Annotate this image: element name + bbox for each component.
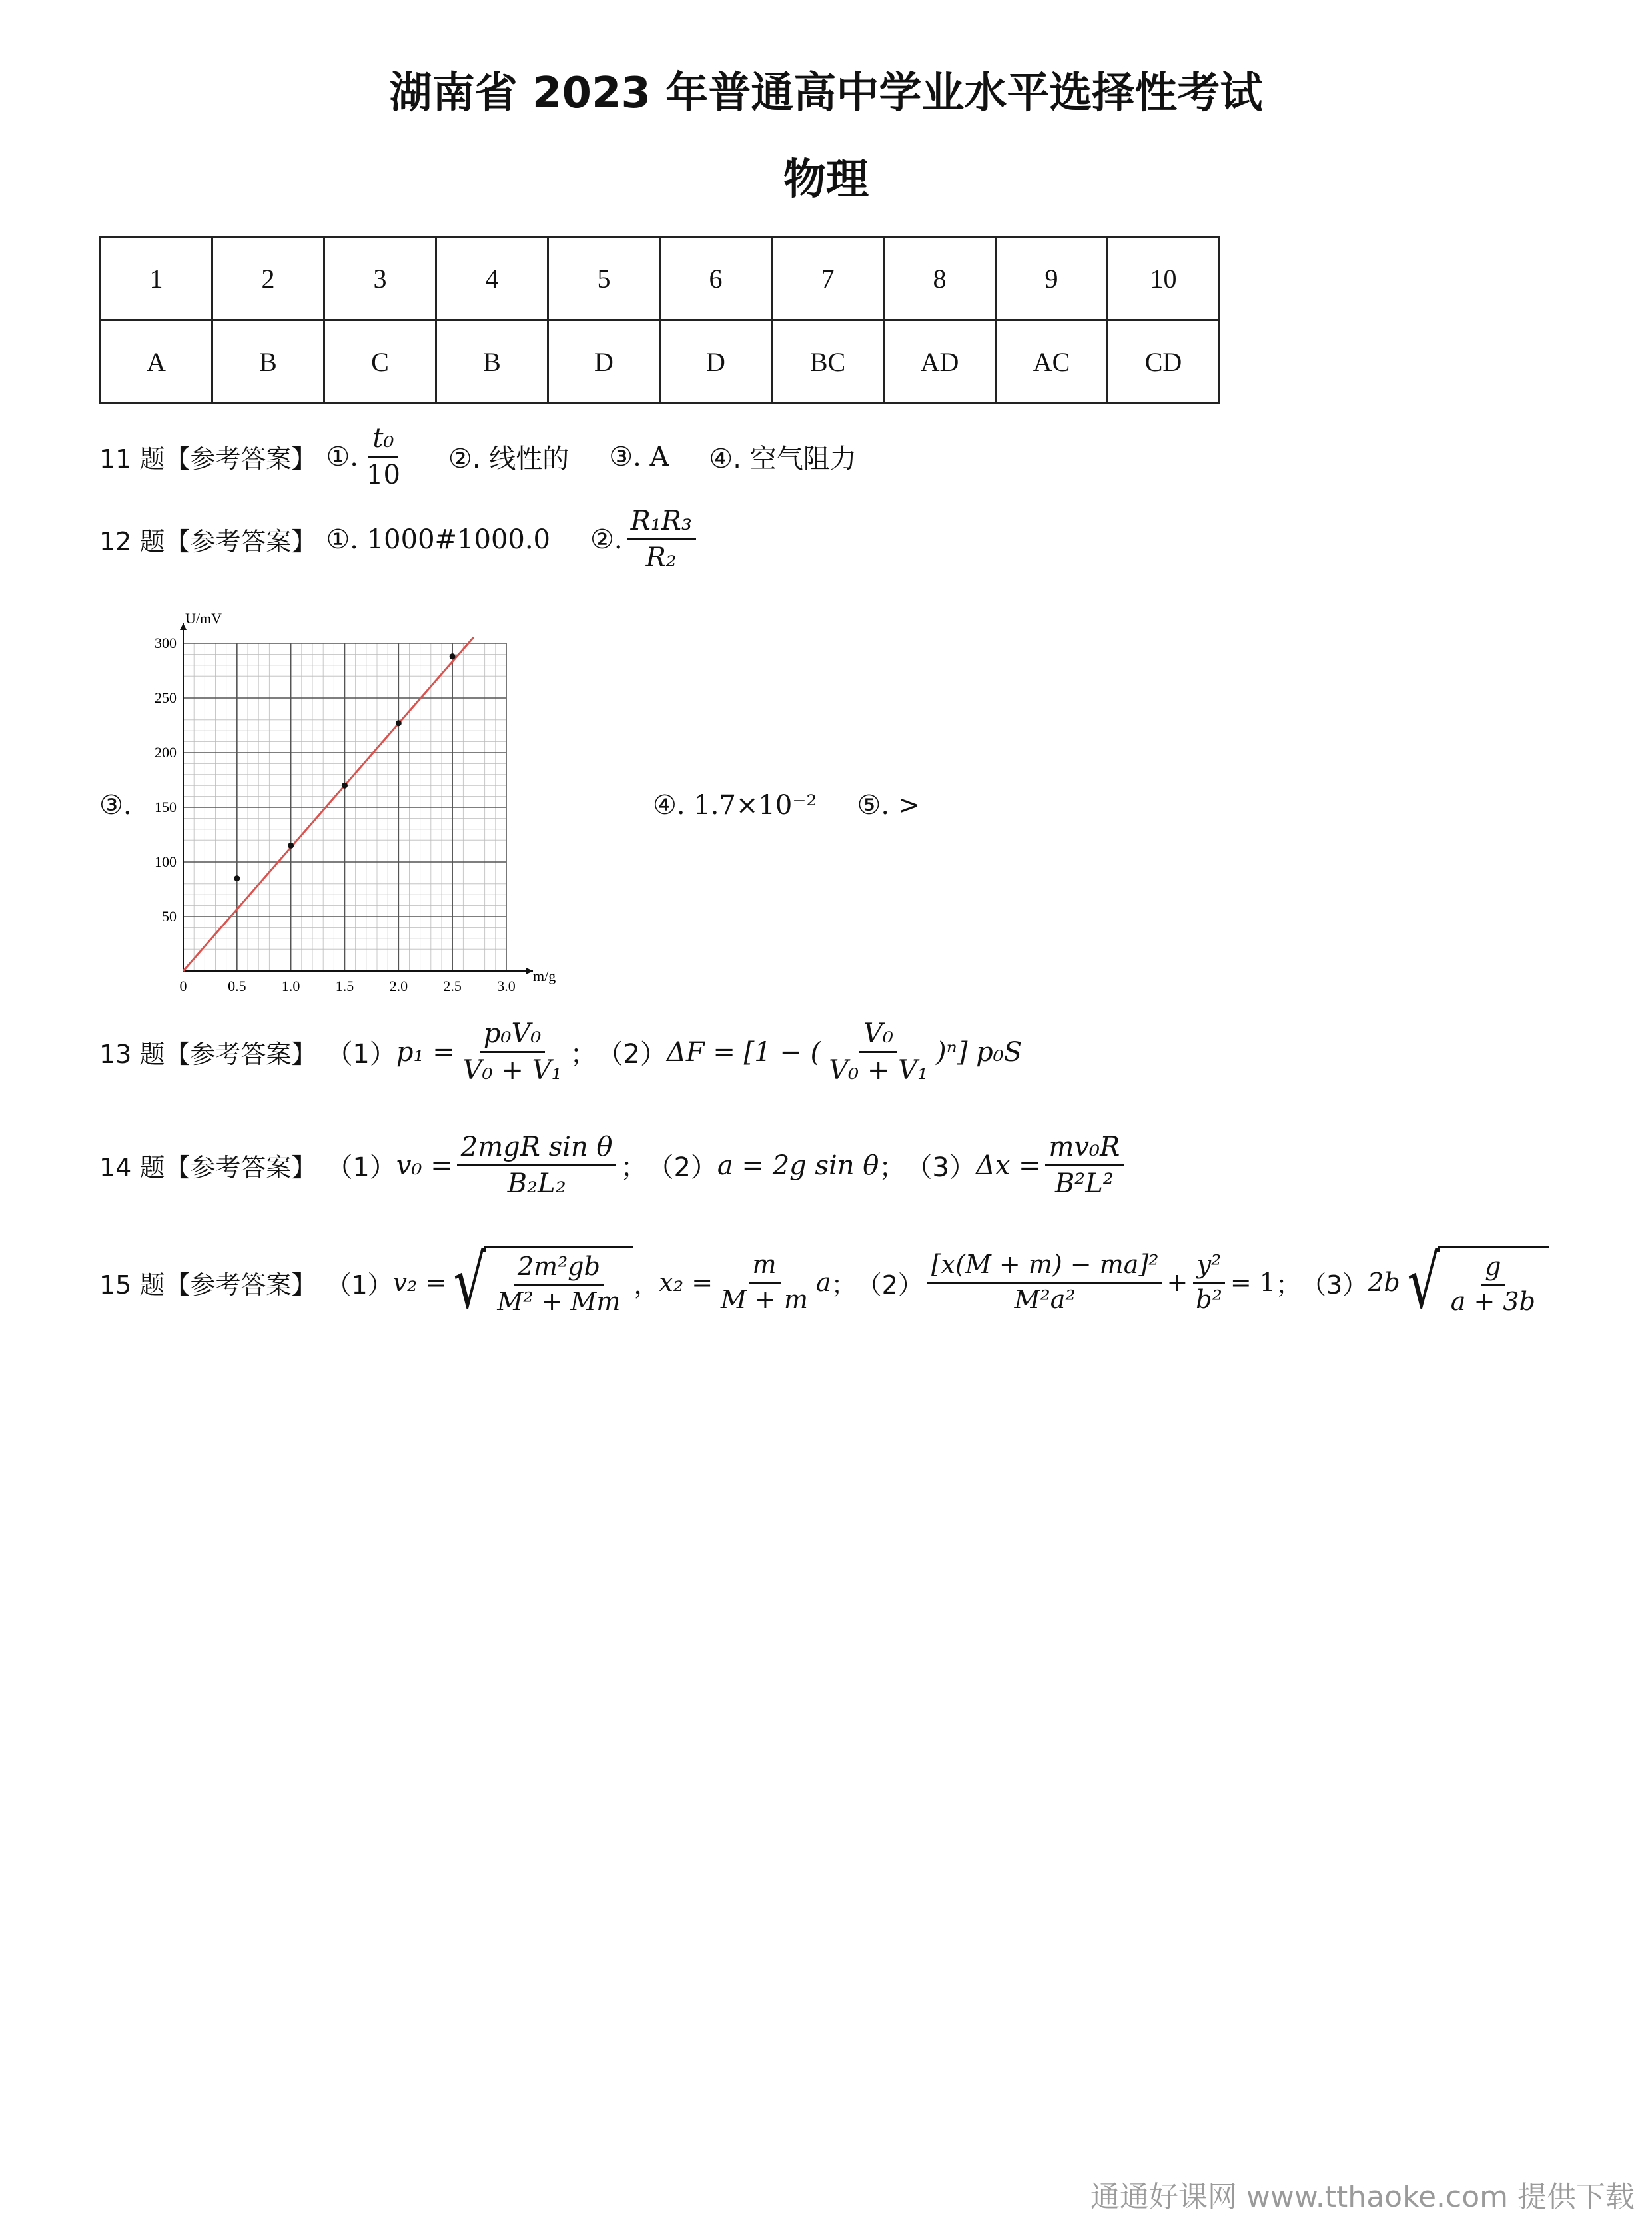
answer-table-header-row — [101, 237, 1220, 320]
watermark: 通通好课网 www.tthaoke.com 提供下载 — [1090, 2180, 1635, 2214]
q15-part2-denominator2: b² — [1196, 1284, 1222, 1314]
q15-part1-fraction — [493, 1253, 624, 1316]
question-number: 2 — [212, 237, 324, 320]
question-number: 1 — [101, 237, 212, 320]
q13-part2-lhs: ΔF = [1 − ( — [667, 1036, 821, 1068]
q11-part4: ④. 空气阻力 — [709, 444, 857, 474]
question-number: 7 — [772, 237, 884, 320]
q13-part1-denominator: V₀ + V₁ — [462, 1055, 562, 1086]
q11-part1-fraction — [362, 424, 404, 490]
q15-part3-sqrt — [1400, 1240, 1549, 1325]
chart-data-point — [342, 783, 348, 789]
q15-part1b-numerator: m — [749, 1251, 781, 1284]
chart-y-tick-label: 200 — [155, 744, 177, 761]
question-number: 3 — [324, 237, 436, 320]
question-number: 9 — [996, 237, 1108, 320]
q15-part2-plus: + — [1166, 1268, 1188, 1297]
q15-answer — [99, 1240, 1549, 1325]
q14-part2: a = 2g sin θ — [717, 1150, 879, 1181]
question-number: 8 — [884, 237, 996, 320]
chart-y-tick-label: 300 — [155, 635, 177, 651]
q12-part1: ①. 1000#1000.0 — [326, 524, 550, 555]
q14-part1-fraction — [457, 1132, 617, 1198]
q13-sep: ； — [570, 1039, 597, 1070]
q14-answer — [99, 1132, 1128, 1198]
chart-x-tick-label: 1.0 — [281, 978, 300, 994]
q12-part2-mark: ②. — [590, 524, 623, 555]
q12-part5: ⑤. > — [857, 790, 921, 821]
chart-y-tick-label: 100 — [155, 853, 177, 870]
q15-part2-numerator: [x(M + m) − ma]² — [927, 1251, 1163, 1284]
q15-part2-fraction — [927, 1251, 1163, 1314]
answer-cell: CD — [1108, 320, 1220, 404]
q14-part2-mark: （2） — [647, 1152, 717, 1183]
chart-data-point — [234, 875, 240, 881]
answer-cell: BC — [772, 320, 884, 404]
chart-x-tick-label: 0 — [179, 978, 187, 994]
answer-cell: AD — [884, 320, 996, 404]
q15-comma: ， — [633, 1270, 659, 1299]
answer-cell: D — [548, 320, 660, 404]
chart-x-tick-label: 3.0 — [497, 978, 516, 994]
question-number: 5 — [548, 237, 660, 320]
q15-part1-lhs: v₂ = — [392, 1268, 447, 1297]
q13-part1-fraction — [459, 1019, 566, 1085]
question-number: 6 — [660, 237, 772, 320]
chart-x-tick-label: 2.5 — [443, 978, 462, 994]
page-title: 湖南省 2023 年普通高中学业水平选择性考试 — [389, 69, 1263, 118]
answer-cell: A — [101, 320, 212, 404]
question-number: 4 — [436, 237, 548, 320]
q12-label: 12 题【参考答案】 — [99, 527, 317, 556]
answer-cell: B — [436, 320, 548, 404]
q12-answer — [99, 506, 700, 572]
chart-data-point — [288, 843, 294, 849]
answer-table-answer-row — [101, 320, 1220, 404]
q13-part1-numerator: p₀V₀ — [480, 1019, 546, 1053]
q14-part3-mark: （3） — [905, 1152, 976, 1183]
answer-table — [99, 236, 1220, 404]
q13-answer — [99, 1019, 1022, 1085]
u-m-chart — [133, 611, 573, 998]
q13-part2-mark: （2） — [596, 1039, 667, 1070]
q15-part1-sqrt — [446, 1240, 633, 1325]
q11-part1-mark: ①. — [326, 441, 359, 472]
chart-x-tick-label: 0.5 — [228, 978, 246, 994]
q12-part3-mark — [99, 790, 132, 821]
q13-part2-numerator: V₀ — [859, 1019, 897, 1053]
q11-answer — [99, 424, 857, 490]
q11-part3: ③. A — [609, 441, 669, 472]
q15-sep: ； — [831, 1270, 857, 1299]
q14-part3-numerator: mv₀R — [1045, 1132, 1124, 1166]
answer-cell: B — [212, 320, 324, 404]
chart-x-tick-label: 2.0 — [389, 978, 408, 994]
chart-major-grid — [183, 643, 506, 971]
q13-part1-mark: （1） — [326, 1039, 396, 1070]
q15-sep2: ； — [1275, 1270, 1301, 1299]
chart-x-arrow-icon — [526, 968, 533, 974]
q15-part3-lhs: 2b — [1368, 1268, 1400, 1297]
q13-part2-denominator: V₀ + V₁ — [829, 1055, 929, 1086]
q12-part3-mark-text: ③. — [99, 790, 132, 821]
q15-label: 15 题【参考答案】 — [99, 1270, 317, 1299]
subject-title: 物理 — [783, 155, 869, 204]
sqrt-icon: √ — [1407, 1240, 1440, 1325]
q14-sep2: ； — [879, 1152, 906, 1183]
q14-part1-numerator: 2mgR sin θ — [457, 1132, 617, 1166]
q15-part3-numerator: g — [1481, 1253, 1505, 1286]
q11-label: 11 题【参考答案】 — [99, 444, 317, 474]
q12-part4-5 — [653, 790, 920, 821]
q13-part2-fraction — [825, 1019, 932, 1085]
q15-part3-mark: （3） — [1300, 1270, 1368, 1299]
answer-cell: D — [660, 320, 772, 404]
q12-part2-denominator: R₂ — [645, 542, 677, 573]
q11-part1-denominator: 10 — [366, 460, 400, 490]
q14-sep: ； — [620, 1152, 647, 1183]
q13-part2-rhs: )ⁿ] p₀S — [936, 1036, 1023, 1068]
q14-part3-fraction — [1045, 1132, 1124, 1198]
q15-part1-denominator: M² + Mm — [497, 1287, 621, 1316]
q12-part2-numerator: R₁R₃ — [627, 506, 696, 540]
q15-part2-numerator2: y² — [1193, 1251, 1226, 1284]
q14-part1-denominator: B₂L₂ — [507, 1168, 566, 1199]
chart-y-tick-label: 150 — [155, 799, 177, 815]
q15-part3-denominator: a + 3b — [1450, 1287, 1535, 1316]
q15-part2-rhs: = 1 — [1230, 1268, 1276, 1297]
chart-y-tick-label: 50 — [162, 908, 177, 925]
q15-part2-denominator: M²a² — [1014, 1284, 1076, 1314]
sqrt-icon: √ — [453, 1240, 486, 1325]
q14-label: 14 题【参考答案】 — [99, 1153, 317, 1182]
q15-part1b-rhs: a — [816, 1268, 831, 1297]
q12-part2-fraction — [627, 506, 696, 572]
q15-part3-fraction — [1447, 1253, 1539, 1316]
q14-part3-denominator: B²L² — [1054, 1168, 1114, 1199]
answer-cell: C — [324, 320, 436, 404]
q15-part2-mark: （2） — [856, 1270, 923, 1299]
q15-part1b-denominator: M + m — [721, 1284, 808, 1314]
q13-part1-lhs: p₁ = — [396, 1036, 455, 1068]
chart-data-point — [450, 653, 456, 659]
chart-x-axis-label: m/g — [533, 968, 556, 984]
q15-part1-mark: （1） — [326, 1270, 393, 1299]
q15-part2-fraction2 — [1192, 1251, 1226, 1314]
q13-label: 13 题【参考答案】 — [99, 1040, 317, 1069]
q14-part3-lhs: Δx = — [975, 1150, 1041, 1181]
q11-part1-numerator: t₀ — [368, 424, 398, 458]
answer-cell: AC — [996, 320, 1108, 404]
question-number: 10 — [1108, 237, 1220, 320]
q15-part1-numerator: 2m²gb — [514, 1253, 604, 1286]
q15-part1b-fraction — [717, 1251, 812, 1314]
chart-data-point — [396, 720, 402, 726]
chart-x-tick-label: 1.5 — [335, 978, 354, 994]
q14-part1-mark: （1） — [326, 1152, 396, 1183]
q14-part1-lhs: v₀ = — [396, 1150, 453, 1181]
q15-part1b-lhs: x₂ = — [659, 1268, 713, 1297]
chart-y-axis-label: U/mV — [185, 611, 222, 627]
chart-y-tick-label: 250 — [155, 689, 177, 706]
q12-part4: ④. 1.7×10⁻² — [653, 790, 817, 821]
q11-part2: ②. 线性的 — [448, 444, 570, 474]
